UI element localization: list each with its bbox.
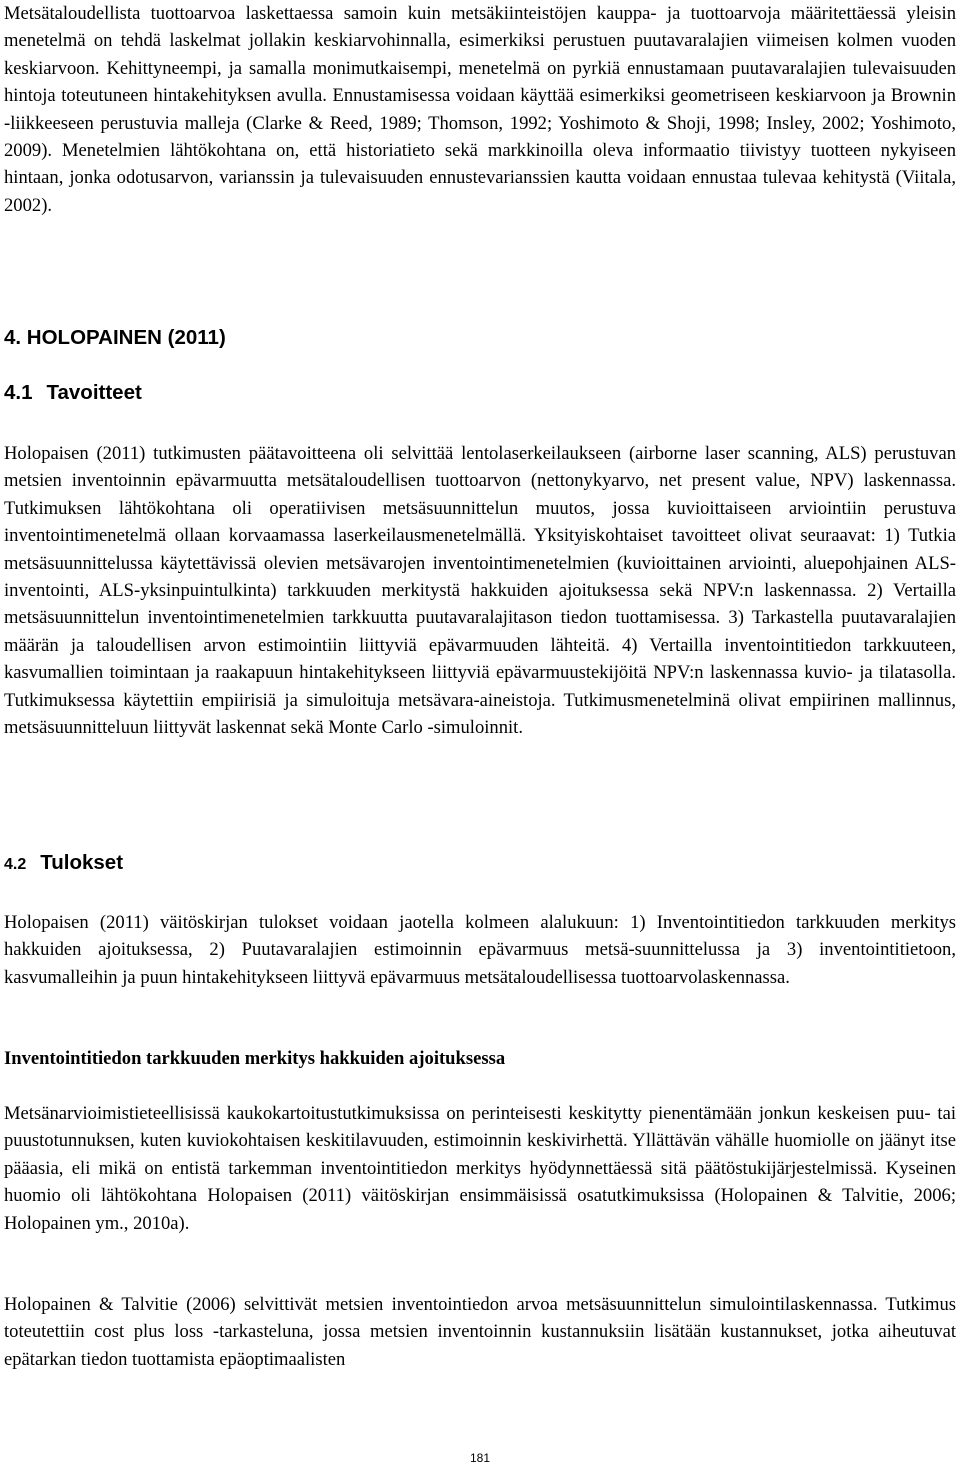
subsection-title: Tulokset [40, 851, 124, 874]
subsubsection-heading: Inventointitiedon tarkkuuden merkitys hakkuiden ajoituksessa [4, 1048, 506, 1069]
subsection-number: 4.2 [4, 856, 27, 873]
page-number: 181 [469, 1451, 491, 1465]
subsection-heading-goals [4, 380, 142, 406]
goals-paragraph: Holopaisen (2011) tutkimusten päätavoitteena oli selvittää lentolaserkeilaukseen (airborne laser scanning, ALS) perustuvan metsien inventoinnin epävarmuutta metsätaloudellisen tuottoarvon (nettonykyarvo, net present value, NPV) laskennassa. Tutkimuksen lähtökohtana oli operatiivisen metsäsuunnittelun muutos, jossa kuvioittaiseen arviointiin perustuva inventointimenetelmä ollaan korvaamassa laserkeilausmenetelmällä. Yksityiskohtaiset tavoitteet olivat seuraavat: 1) Tutkia metsäsuunnittelussa käytettävissä olevien metsävarojen inventointimenetelmien (kuvioittainen arviointi, aluepohjainen ALS-inventointi, ALS-yksinpuintulkinta) tarkkuuden merkitystä hakkuiden ajoituksessa sekä NPV:n laskennassa. 2) Vertailla metsäsuunnittelun inventointimenetelmien tarkkuutta puutavaralajitason tiedon tuottamisessa. 3) Tarkastella puutavaralajien määrän ja taloudellisen arvon estimointiin liittyviä epävarmuuden lähteitä. 4) Vertailla inventointitiedon tarkkuuteen, kasvumallien toimintaan ja raakapuun hintakehitykseen liittyviä epävarmuustekijöitä NPV:n laskennassa kuvio- ja tilatasolla. Tutkimuksessa käytettiin empiirisiä ja simuloituja metsävara-aineistoja. Tutkimusmenetelminä olivat empiirinen mallinnus, metsäsuunnitteluun liittyvät laskennat sekä Monte Carlo -simuloinnit. [4, 443, 956, 739]
section-heading: 4. HOLOPAINEN (2011) [4, 326, 226, 349]
inventory-paragraph-2: Holopainen & Talvitie (2006) selvittivät metsien inventointiedon arvoa metsäsuunnittelun simulointilaskennassa. Tutkimus toteutettiin cost plus loss -tarkasteluna, jossa metsien inventoinnin kustannuksiin lisätään kustannukset, jotka aiheutuvat epätarkan tiedon tuottamista epäoptimaalisten [4, 1294, 956, 1370]
inventory-paragraph-1: Metsänarvioimistieteellisissä kaukokartoitustutkimuksissa on perinteisesti keskitytty pienentämään jonkun keskeisen puu- tai puustotunnuksen, kuten kuviokohtaisen keskitilavuuden, estimoinnin keskivirhettä. Yllättävän vähälle huomiolle on jäänyt itse pääasia, eli mikä on entistä tarkemman inventointitiedon merkitys hyödynnettäessä sitä päätöstukijärjestelmissä. Kyseinen huomio oli lähtökohtana Holopaisen (2011) väitöskirjan ensimmäisissä osatutkimuksissa (Holopainen & Talvitie, 2006; Holopainen ym., 2010a). [4, 1103, 956, 1234]
subsection-heading-results [4, 850, 123, 878]
subsection-title: Tavoitteet [46, 381, 142, 404]
subsection-number: 4.1 [4, 381, 33, 404]
results-paragraph: Holopaisen (2011) väitöskirjan tulokset voidaan jaotella kolmeen alalukuun: 1) Inventointitiedon tarkkuuden merkitys hakkuiden ajoituksessa, 2) Puutavaralajien estimoinnin epävarmuus metsä-suunnittelussa ja 3) inventointitietoon, kasvumalleihin ja puun hintakehitykseen liittyvä epävarmuus metsätaloudellisessa tuottoarvolaskennassa. [4, 912, 956, 988]
intro-paragraph: Metsätaloudellista tuottoarvoa laskettaessa samoin kuin metsäkiinteistöjen kauppa- ja tuottoarvoja määritettäessä yleisin menetelmä on tehdä laskelmat jollakin keskiarvohinnalla, esimerkiksi perustuen puutavaralajien viimeisen kolmen vuoden keskiarvoon. Kehittyneempi, ja samalla monimutkaisempi, menetelmä on pyrkiä ennustamaan puutavaralajien tulevaisuuden hintoja toteutuneen hintakehityksen avulla. Ennustamisessa voidaan käyttää esimerkiksi geometriseen keskiarvoon ja Brownin -liikkeeseen perustuvia malleja (Clarke & Reed, 1989; Thomson, 1992; Yoshimoto & Shoji, 1998; Insley, 2002; Yoshimoto, 2009). Menetelmien lähtökohtana on, että historiatieto sekä markkinoilla oleva informaatio tiivistyy tuotteen nykyiseen hintaan, jonka odotusarvon, varianssin ja tulevaisuuden ennustevarianssien kautta voidaan ennustaa tulevaa kehitystä (Viitala, 2002). [4, 3, 956, 216]
